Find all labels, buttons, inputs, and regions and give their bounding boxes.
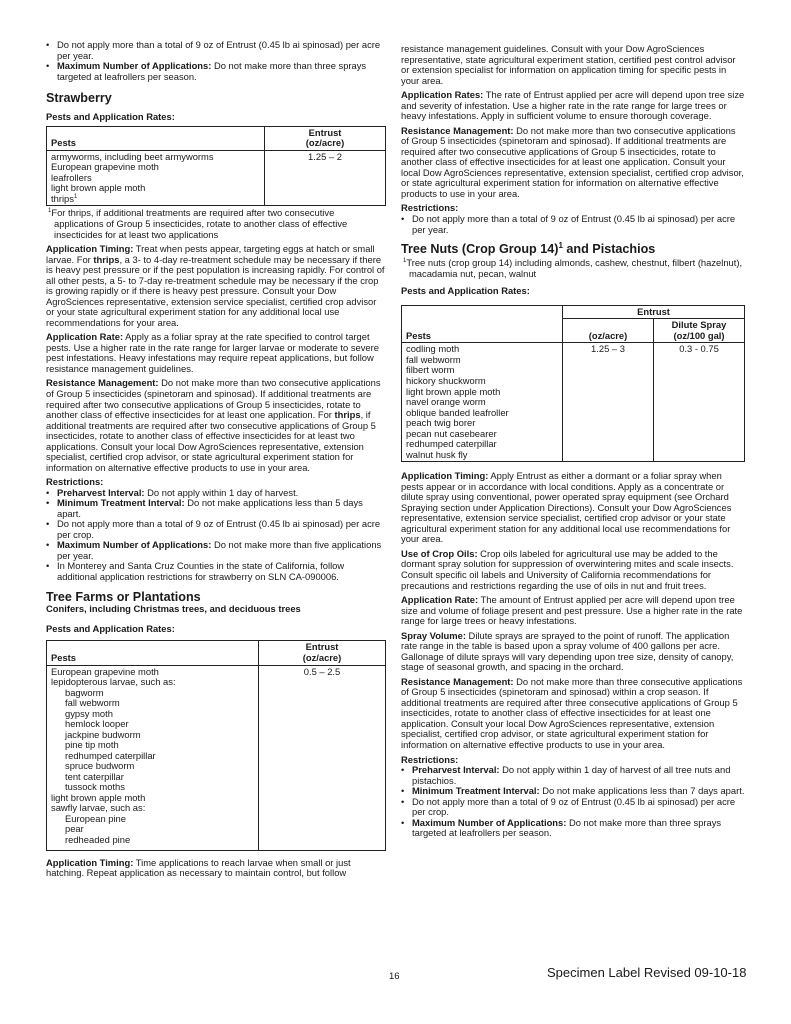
pest-item: European pine [65, 812, 126, 824]
tree-farms-resistance-management: Resistance Management: Do not make more than two consecutive applications of Group 5 insecticides (spinetoram and spinosad). If additional treatments are required after two consecutive applications of Group 5 insecticides, rotate to another class of effective insecticides for at least one application. Consult your local Dow AgroSciences representative, extension specialist, certified crop advisor, or state agricultural experiment station for information on alternative effective products to use in your area. [401, 124, 744, 199]
pest-item: oblique banded leafroller [406, 406, 509, 418]
pest-item: peach twig borer [406, 417, 476, 429]
pest-item: redhumped caterpillar [406, 438, 497, 450]
strawberry-rate-value: 1.25 – 2 [265, 150, 386, 206]
tree-nuts-resistance-management: Resistance Management: Do not make more than three consecutive applications of Group 5 insecticides (spinetoram and spinosad) within a crop season. If additional treatments are required after three consecutive applications of Group 5 insecticides, rotate to another class of effective insecticides for at least one application. Consult your local Dow AgroSciences representative, extension specialist, certified crop advisor, or state agricultural experiment station for information on alternative effective products to use in your area. [401, 675, 743, 750]
bullet-item: • Do not apply more than a total of 9 oz of Entrust (0.45 lb ai spinosad) per acre per crop. [46, 519, 386, 540]
pest-item: hickory shuckworm [406, 374, 486, 386]
tree-nuts-application-timing: Application Timing: Apply Entrust as either a dormant or a foliar spray when pests appear or in accordance with local conditions. Apply as a concentrate or dilute spray using conventional, power operated spray equipment (see Orchard Spraying section under Application Directions). Consult your Dow AgroSciences representative, extension service specialist, certified crop advisor or your state agricultural experiment station for any additional local use recommendations for your area. [401, 470, 732, 545]
bullet-item: • Maximum Number of Applications: Do not make more than three sprays targeted at leafrollers per season. [46, 61, 386, 82]
strawberry-rates-table [46, 126, 386, 207]
tree-nuts-col-dilute: Dilute Spray (oz/100 gal) [654, 319, 745, 343]
pest-item: sawfly larvae, such as: [51, 802, 146, 814]
tree-nuts-note: $^1$Tree nuts (crop group 14) including almonds, cashew, chestnut, filbert (hazelnut), macadamia nut, pecan, walnut [403, 257, 743, 279]
page-number: 16 [389, 971, 400, 982]
pest-item: light brown apple moth [406, 385, 501, 397]
strawberry-resistance-management: Resistance Management: Do not make more than two consecutive applications of Group 5 insecticides (spinetoram and spinosad). If additional treatments are required after two consecutive applications of Group 5 insecticides, rotate to another class of effective insecticides for at least one application. For thrips, if additional treatments are required after two consecutive applications of Group 5 insecticides, rotate to another class of effective insecticides for at least two applications. Consult your local Dow AgroSciences representative, extension specialist, certified crop advisor, or state agricultural experiment station for information on alternative effective products to use in your area. [46, 377, 381, 473]
pest-item: fall webworm [406, 353, 461, 365]
pest-item: lepidopterous larvae, such as: [51, 676, 176, 688]
pest-item: jackpine budworm [65, 728, 141, 740]
pest-item: bagworm [65, 686, 104, 698]
pest-item: pear [65, 823, 84, 835]
left-column [46, 40, 386, 879]
pest-item: pine tip moth [65, 739, 119, 751]
tree-nuts-rate-value: 1.25 – 3 [563, 343, 654, 462]
tree-farms-pest-list [47, 665, 259, 850]
tree-nuts-dilute-value: 0.3 - 0.75 [654, 343, 745, 462]
tree-nuts-col-rate: (oz/acre) [563, 319, 654, 343]
bullet-item: • Preharvest Interval: Do not apply within 1 day of harvest of all tree nuts and pistachios. [401, 765, 745, 786]
pest-item: codling moth [406, 343, 460, 355]
specimen-label-revision: Specimen Label Revised 09-10-18 [547, 965, 747, 980]
tree-farms-application-timing: Application Timing: Time applications to reach larvae when small or just hatching. Repeat application as necessary to maintain control, but follow [46, 856, 351, 879]
tree-nuts-restrictions [401, 765, 745, 839]
strawberry-restrictions [46, 488, 386, 583]
pest-item: leafrollers [51, 171, 92, 183]
strawberry-col-pests: Pests [47, 126, 265, 150]
pest-item: European grapevine moth [51, 665, 159, 677]
tree-nuts-rates-heading: Pests and Application Rates: [401, 285, 530, 297]
bullet-item: • Maximum Number of Applications: Do not make more than five applications per year. [46, 540, 386, 561]
strawberry-application-rate: Application Rate: Apply as a foliar spray at the rate specified to control target pests. Use a higher rate in the rate range for larger larvae or moderate to severe pest infestations. Heavy infestations may require repeat applications, but follow resistance management guidelines. [46, 331, 379, 374]
pest-item: walnut husk fly [406, 448, 468, 460]
pest-item: tussock moths [65, 781, 125, 793]
tree-farms-restrictions [401, 214, 745, 235]
tree-farms-title: Tree Farms or Plantations [46, 589, 201, 604]
strawberry-title: Strawberry [46, 91, 112, 106]
pest-item: hemlock looper [65, 718, 129, 730]
tree-farms-col-rate: Entrust (oz/acre) [259, 641, 386, 665]
tree-nuts-col-entrust: Entrust [563, 305, 745, 319]
pest-item: pecan nut casebearer [406, 427, 497, 439]
tree-nuts-restrictions-label: Restrictions: [401, 753, 459, 765]
pest-item: redhumped caterpillar [65, 749, 156, 761]
strawberry-pest-list [47, 150, 265, 206]
pest-item: tent caterpillar [65, 770, 124, 782]
tree-farms-rates-heading: Pests and Application Rates: [46, 622, 175, 634]
bullet-item: • Do not apply more than a total of 9 oz of Entrust (0.45 lb ai spinosad) per acre per year. [46, 40, 386, 61]
tree-nuts-title: Tree Nuts (Crop Group 14)$^1$ and Pistachios [401, 241, 656, 257]
tree-nuts-pest-list [402, 343, 563, 462]
pest-item: light brown apple moth [51, 182, 146, 194]
pest-item: thrips$^1$ [51, 192, 78, 204]
tree-farms-application-rates: Application Rates: The rate of Entrust applied per acre will depend upon tree size and severity of infestation. Use a higher rate in the rate range for large trees or heavy infestations. Apply in sufficient volume to ensure thorough coverage. [401, 89, 745, 122]
pest-item: navel orange worm [406, 396, 486, 408]
pest-item: fall webworm [65, 697, 120, 709]
tree-nuts-spray-volume: Spray Volume: Dilute sprays are sprayed to the point of runoff. The application rate range in the table is based upon a spray volume of 400 gallons per acre. Gallonage of dilute sprays will vary depending upon tree size, density of canopy, stage of seasonal growth, and spacing in the orchard. [401, 629, 734, 673]
bullet-item: • Do not apply more than a total of 9 oz of Entrust (0.45 lb ai spinosad) per acre per year. [401, 214, 745, 235]
tree-nuts-col-pests: Pests [402, 305, 563, 343]
tree-nuts-rates-table [401, 305, 745, 462]
tree-nuts-application-rate: Application Rate: The amount of Entrust applied per acre will depend upon tree size and volume of foliage present and pest pressure. Use a higher rate in the rate range for large trees or heavy infestations. [401, 594, 743, 627]
pest-item: European grapevine moth [51, 161, 159, 173]
tree-nuts-crop-oils: Use of Crop Oils: Crop oils labeled for agricultural use may be added to the dormant spray solution for suppression of overwintering mites and scale insects. Consult specific oil labels and University of California recommendations for precautions and restrictions regarding the use of oils in nut and fruit trees. [401, 547, 734, 591]
pest-item: redheaded pine [65, 834, 131, 845]
bullet-item: • Minimum Treatment Interval: Do not make applications less than 7 days apart. [401, 786, 745, 797]
tree-farms-continuation: resistance management guidelines. Consult with your Dow AgroSciences representative, state agricultural experiment station, certified pest control advisor or extension specialist for information on application timing for specific pests in your area. [401, 43, 736, 86]
pest-item: armyworms, including beet armyworms [51, 150, 214, 162]
bullet-item: • Preharvest Interval: Do not apply within 1 day of harvest. [46, 488, 386, 499]
strawberry-col-rate: Entrust (oz/acre) [265, 126, 386, 150]
pest-item: gypsy moth [65, 707, 113, 719]
strawberry-application-timing: Application Timing: Treat when pests appear, targeting eggs at hatch or small larvae. For thrips, a 3- to 4-day re-treatment schedule may be necessary if there is heavy pest pressure or if the pest population is increasing rapidly. For control of all other pests, a 5- to 7-day re-treatment schedule may be necessary if the crop is growing rapidly or if there is heavy pest pressure. Consult your Dow AgroSciences representative, extension service specialist, certified crop advisor or your state agricultural experiment station for any additional local use recommendations for your area. [46, 243, 385, 328]
bullet-item: • In Monterey and Santa Cruz Counties in the state of California, follow additional application restrictions for strawberry on SLN CA-090006. [46, 561, 386, 582]
intro-bullets [46, 40, 386, 82]
tree-farms-subtitle: Conifers, including Christmas trees, and deciduous trees [46, 603, 301, 615]
tree-farms-rates-table [46, 640, 386, 850]
tree-farms-col-pests: Pests [47, 641, 259, 665]
pest-item: spruce budworm [65, 760, 135, 772]
bullet-item: • Maximum Number of Applications: Do not make more than three sprays targeted at leafrollers per season. [401, 818, 745, 839]
bullet-item: • Minimum Treatment Interval: Do not make applications less than 5 days apart. [46, 498, 386, 519]
tree-farms-rate-value: 0.5 – 2.5 [259, 665, 386, 850]
strawberry-footnote: $^1$For thrips, if additional treatments are required after two consecutive applications of Group 5 insecticides, rotate to another class of effective insecticides for at least two applications [48, 207, 348, 240]
pest-item: light brown apple moth [51, 791, 146, 803]
pest-item: filbert worm [406, 364, 455, 376]
bullet-item: • Do not apply more than a total of 9 oz of Entrust (0.45 lb ai spinosad) per acre per crop. [401, 797, 745, 818]
strawberry-restrictions-label: Restrictions: [46, 476, 104, 488]
right-column [401, 44, 745, 839]
tree-farms-restrictions-label: Restrictions: [401, 202, 459, 214]
strawberry-rates-heading: Pests and Application Rates: [46, 110, 175, 122]
